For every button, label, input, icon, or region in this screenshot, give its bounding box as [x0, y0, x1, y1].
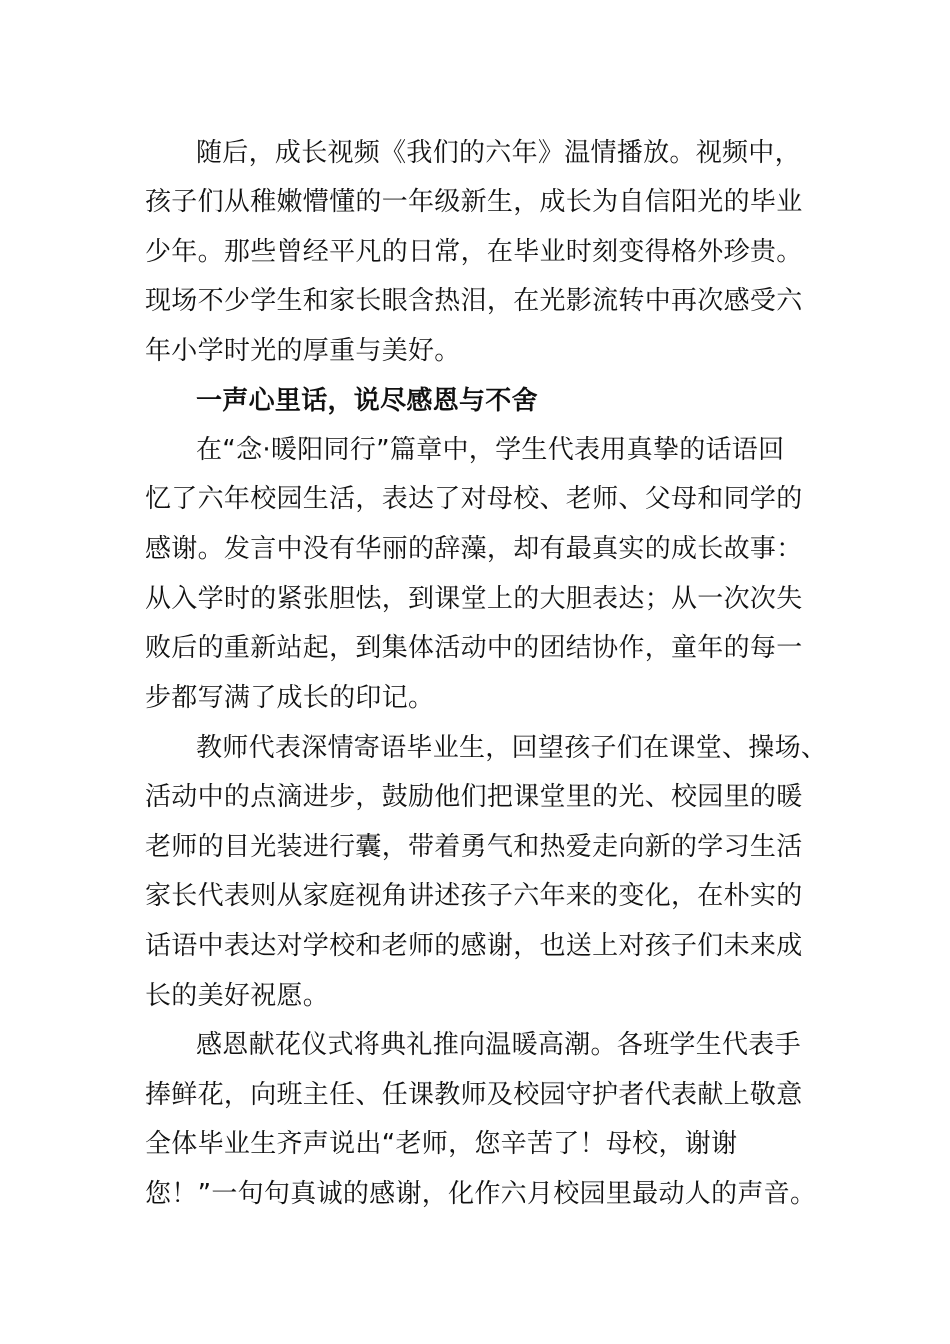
text-line: 忆了六年校园生活，表达了对母校、老师、父母和同学的	[145, 484, 803, 514]
text-line: 孩子们从稚嫩懵懂的一年级新生，成长为自信阳光的毕业	[145, 187, 803, 217]
text-line: 您！”一句句真诚的感谢，化作六月校园里最动人的声音。	[145, 1179, 817, 1209]
text-line: 感恩献花仪式将典礼推向温暖高潮。各班学生代表手	[196, 1030, 801, 1060]
text-line: 长的美好祝愿。	[145, 981, 330, 1011]
text-line: 少年。那些曾经平凡的日常，在毕业时刻变得格外珍贵。	[145, 237, 803, 267]
text-line: 教师代表深情寄语毕业生，回望孩子们在课堂、操场、	[196, 733, 828, 763]
text-line: 步都写满了成长的印记。	[145, 683, 435, 713]
text-line: 现场不少学生和家长眼含热泪，在光影流转中再次感受六	[145, 286, 803, 316]
text-line: 在“念·暖阳同行”篇章中，学生代表用真挚的话语回	[196, 435, 785, 465]
text-line: 家长代表则从家庭视角讲述孩子六年来的变化，在朴实的	[145, 881, 803, 911]
text-line: 败后的重新站起，到集体活动中的团结协作，童年的每一	[145, 633, 803, 663]
text-line: 老师的目光装进行囊，带着勇气和热爱走向新的学习生活	[145, 832, 803, 862]
text-line: 捧鲜花，向班主任、任课教师及校园守护者代表献上敬意	[145, 1080, 803, 1110]
text-line: 感谢。发言中没有华丽的辞藻，却有最真实的成长故事：	[145, 534, 803, 564]
section-heading: 一声心里话，说尽感恩与不舍	[196, 386, 538, 416]
text-line: 全体毕业生齐声说出“老师，您辛苦了！母校，谢谢	[145, 1129, 738, 1159]
text-line: 年小学时光的厚重与美好。	[145, 336, 461, 366]
text-line: 活动中的点滴进步，鼓励他们把课堂里的光、校园里的暖	[145, 782, 803, 812]
text-line: 从入学时的紧张胆怯，到课堂上的大胆表达；从一次次失	[145, 584, 803, 614]
text-line: 话语中表达对学校和老师的感谢，也送上对孩子们未来成	[145, 931, 803, 961]
text-line: 随后，成长视频《我们的六年》温情播放。视频中，	[196, 138, 801, 168]
